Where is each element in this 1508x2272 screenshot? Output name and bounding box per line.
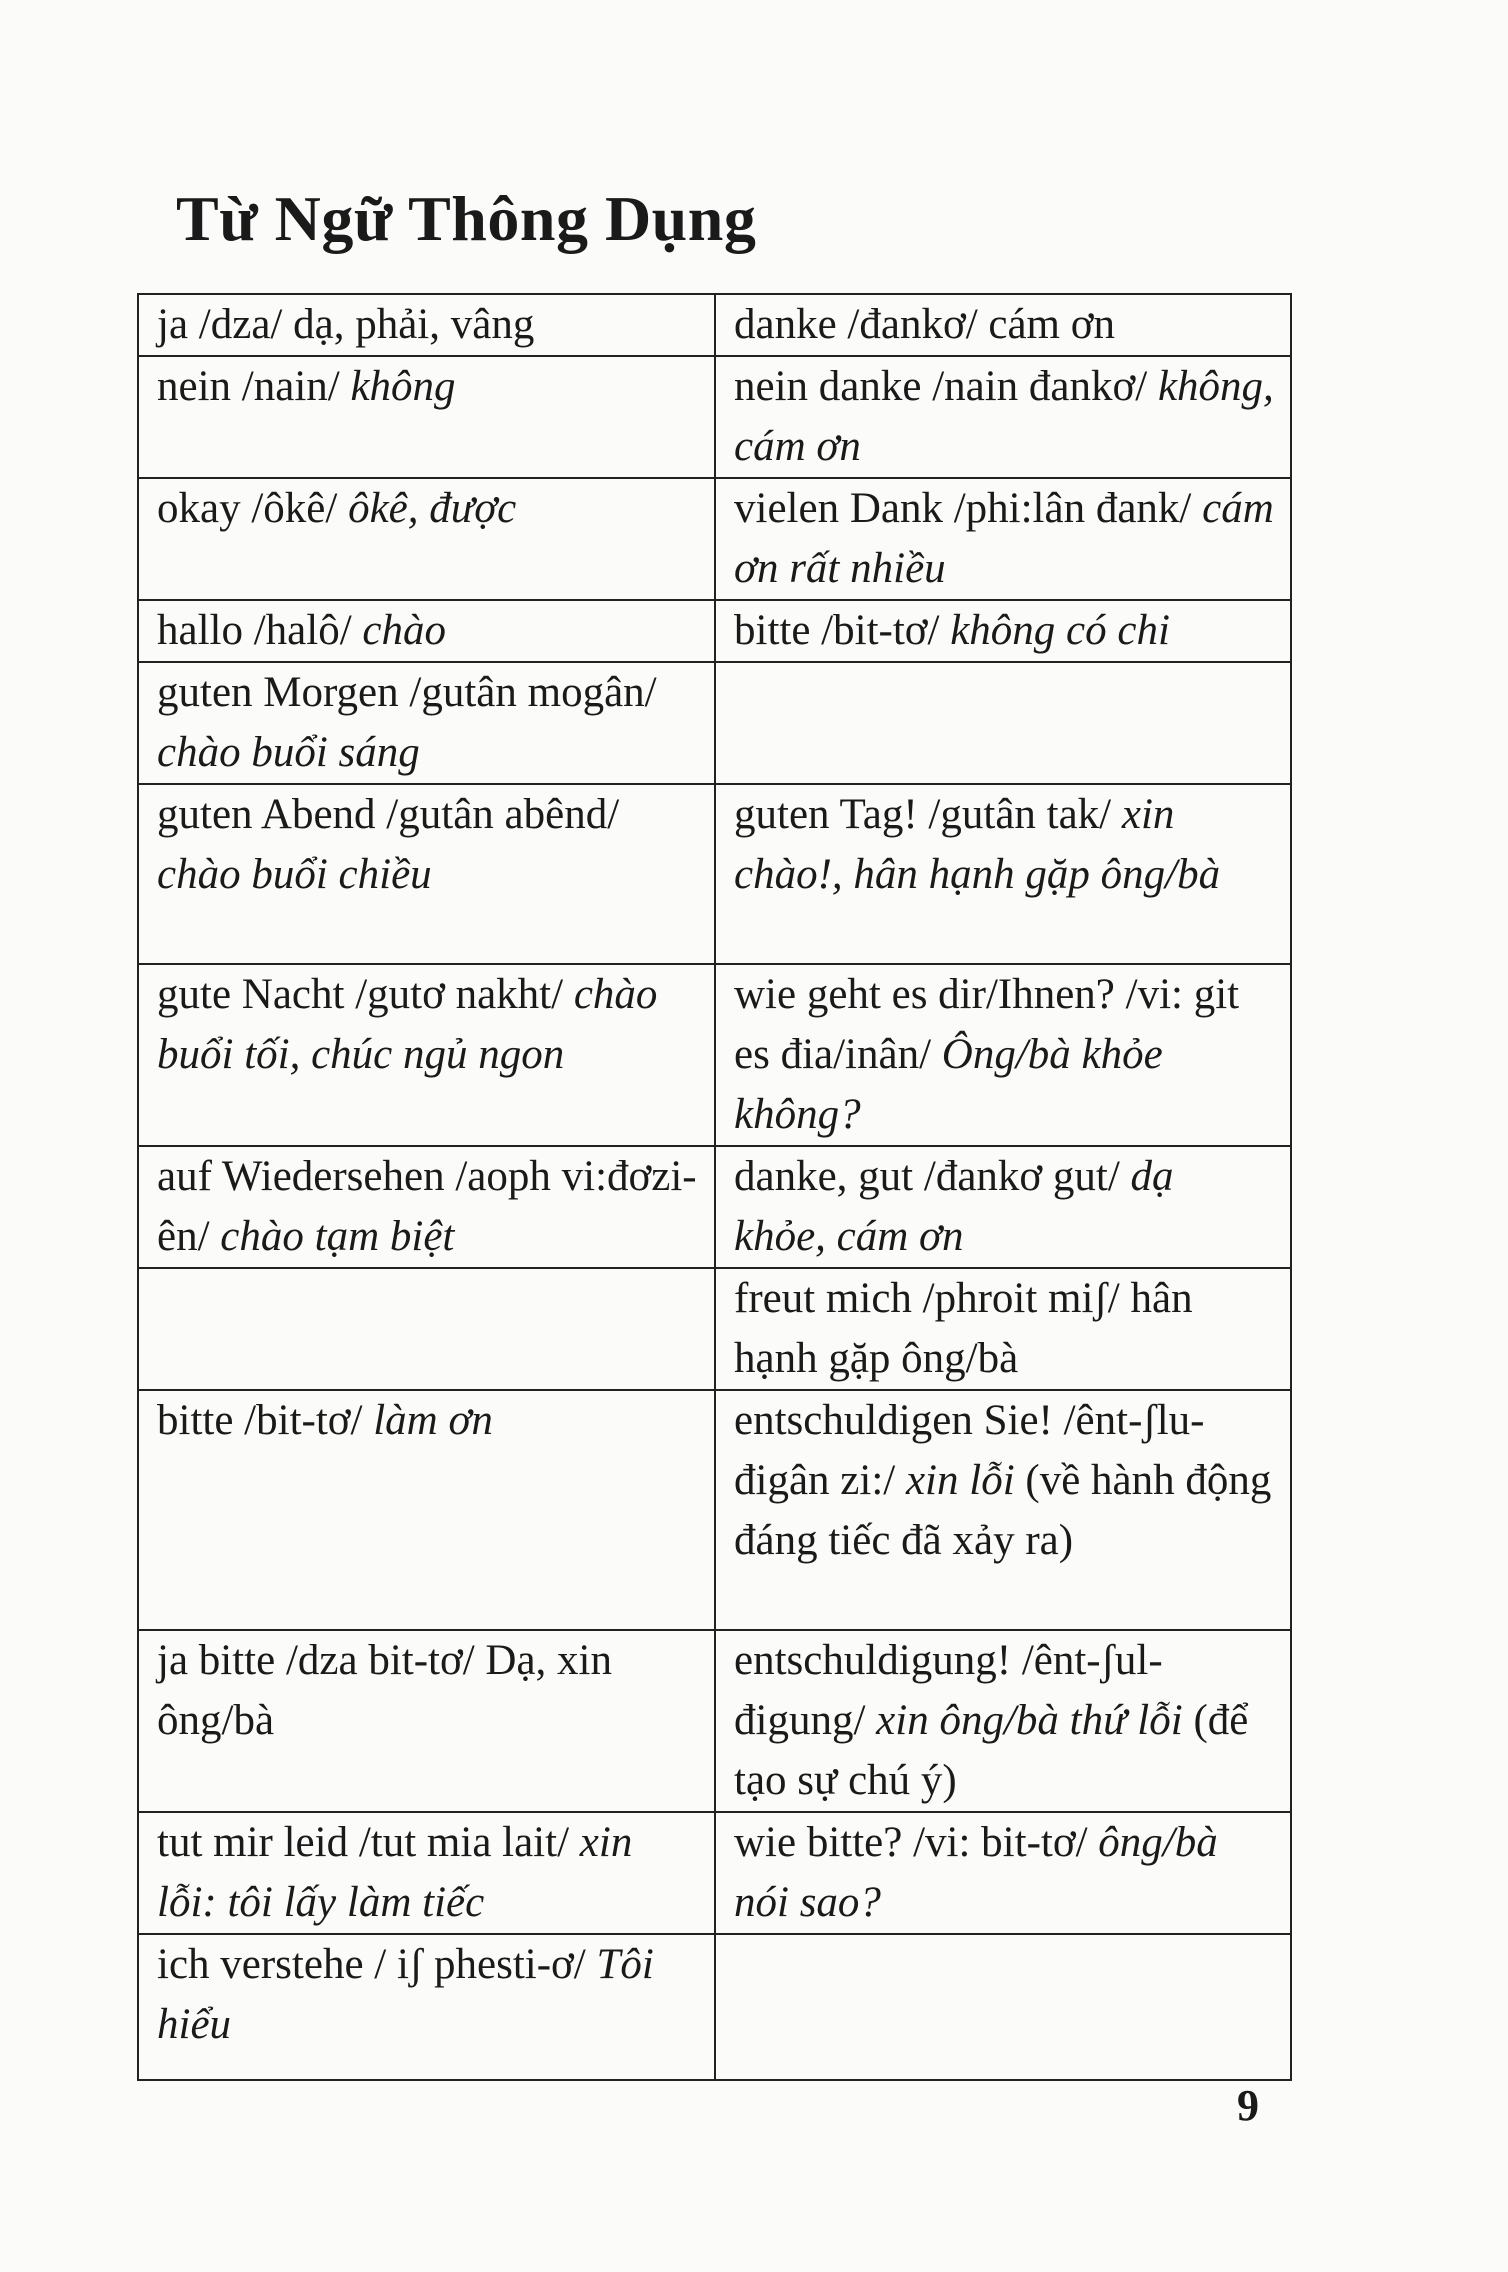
phrase-cell-left bbox=[138, 1934, 715, 2080]
german-term: vielen Dank /phi:lân đank/ bbox=[734, 485, 1203, 532]
phrase-cell-right bbox=[715, 294, 1291, 356]
vietnamese-meaning: xin lỗi: tôi lấy làm tiếc bbox=[157, 1819, 633, 1926]
german-term: wie bitte? /vi: bit-tơ/ bbox=[734, 1819, 1099, 1866]
german-term: bitte /bit-tơ/ bbox=[157, 1397, 374, 1444]
vietnamese-meaning: chào tạm biệt bbox=[220, 1213, 455, 1260]
german-term: ja /dza/ bbox=[157, 301, 294, 348]
phrase-cell-left bbox=[138, 294, 715, 356]
phrase-cell-left bbox=[138, 1812, 715, 1934]
table-row bbox=[138, 964, 1291, 1146]
vietnamese-meaning: Ông/bà khỏe không? bbox=[734, 1031, 1163, 1138]
page-number: 9 bbox=[1237, 2081, 1259, 2130]
phrase-cell-left bbox=[138, 964, 715, 1146]
phrase-cell-right bbox=[715, 964, 1291, 1146]
phrase-cell-left bbox=[138, 1390, 715, 1630]
phrase-cell-right bbox=[715, 356, 1291, 478]
vietnamese-meaning: dạ khỏe, cám ơn bbox=[734, 1153, 1174, 1260]
phrase-cell-right bbox=[715, 1812, 1291, 1934]
table-row bbox=[138, 1934, 1291, 2080]
table-row bbox=[138, 356, 1291, 478]
table-row bbox=[138, 1812, 1291, 1934]
vietnamese-meaning: xin chào!, hân hạnh gặp ông/bà bbox=[734, 791, 1221, 898]
phrase-cell-right bbox=[715, 1146, 1291, 1268]
vietnamese-meaning: Tôi hiểu bbox=[157, 1941, 654, 2048]
table-row bbox=[138, 1268, 1291, 1390]
german-term: guten Tag! /gutân tak/ bbox=[734, 791, 1122, 838]
vietnamese-meaning: xin lỗi bbox=[905, 1457, 1015, 1504]
vietnamese-meaning: hân hạnh gặp ông/bà bbox=[734, 1275, 1193, 1382]
vietnamese-meaning: không, cám ơn bbox=[734, 363, 1274, 470]
phrase-cell-right bbox=[715, 1630, 1291, 1812]
german-term: hallo /halô/ bbox=[157, 607, 363, 654]
german-term: entschuldigen Sie! /ênt-ʃlu-đigân zi:/ bbox=[734, 1397, 1205, 1504]
vietnamese-meaning: chào buổi sáng bbox=[157, 729, 420, 776]
german-term: guten Morgen /gutân mogân/ bbox=[157, 669, 657, 716]
table-row bbox=[138, 478, 1291, 600]
phrase-cell-right bbox=[715, 600, 1291, 662]
table-row bbox=[138, 662, 1291, 784]
page-title: Từ Ngữ Thông Dụng bbox=[176, 183, 757, 254]
vietnamese-meaning: cám ơn rất nhiều bbox=[734, 485, 1274, 592]
phrase-cell-right bbox=[715, 784, 1291, 964]
phrase-cell-left bbox=[138, 1146, 715, 1268]
german-term: nein danke /nain đankơ/ bbox=[734, 363, 1158, 410]
table-row bbox=[138, 1390, 1291, 1630]
phrase-cell-left bbox=[138, 356, 715, 478]
vietnamese-meaning: ông/bà nói sao? bbox=[734, 1819, 1218, 1926]
vietnamese-meaning: dạ, phải, vâng bbox=[293, 301, 535, 348]
german-term: okay /ôkê/ bbox=[157, 485, 349, 532]
german-term: freut mich /phroit miʃ/ bbox=[734, 1275, 1131, 1322]
vietnamese-meaning: ôkê, được bbox=[348, 485, 517, 532]
vocabulary-table-body bbox=[138, 294, 1291, 2080]
usage-note: (về hành động đáng tiếc đã xảy ra) bbox=[734, 1457, 1272, 1564]
phrase-cell-right bbox=[715, 1390, 1291, 1630]
vietnamese-meaning: không bbox=[350, 363, 456, 410]
german-term: gute Nacht /gutơ nakht/ bbox=[157, 971, 574, 1018]
german-term: ja bitte /dza bit-tơ/ bbox=[157, 1637, 486, 1684]
phrase-cell-right bbox=[715, 1934, 1291, 2080]
phrase-cell-right bbox=[715, 662, 1291, 784]
vietnamese-meaning: chào buổi chiều bbox=[157, 851, 432, 898]
vietnamese-meaning: Dạ, xin ông/bà bbox=[157, 1637, 613, 1744]
vietnamese-meaning: cám ơn bbox=[988, 301, 1115, 348]
german-term: entschuldigung! /ênt-ʃul-đigung/ bbox=[734, 1637, 1163, 1744]
vietnamese-meaning: chào bbox=[362, 607, 446, 654]
phrase-cell-left bbox=[138, 600, 715, 662]
table-row bbox=[138, 600, 1291, 662]
german-term: guten Abend /gutân abênd/ bbox=[157, 791, 620, 838]
table-row bbox=[138, 1146, 1291, 1268]
phrase-cell-left bbox=[138, 1630, 715, 1812]
phrase-cell-left bbox=[138, 1268, 715, 1390]
vietnamese-meaning: xin ông/bà thứ lỗi bbox=[876, 1697, 1183, 1744]
vietnamese-meaning: làm ơn bbox=[373, 1397, 493, 1444]
german-term: bitte /bit-tơ/ bbox=[734, 607, 951, 654]
table-row bbox=[138, 1630, 1291, 1812]
table-row bbox=[138, 294, 1291, 356]
phrase-cell-left bbox=[138, 662, 715, 784]
vocabulary-table bbox=[137, 293, 1292, 2081]
german-term: danke /đankơ/ bbox=[734, 301, 989, 348]
table-row bbox=[138, 784, 1291, 964]
german-term: ich verstehe / iʃ phesti-ơ/ bbox=[157, 1941, 597, 1988]
phrase-cell-left bbox=[138, 784, 715, 964]
german-term: tut mir leid /tut mia lait/ bbox=[157, 1819, 580, 1866]
phrase-cell-left bbox=[138, 478, 715, 600]
usage-note: (để tạo sự chú ý) bbox=[734, 1697, 1249, 1804]
german-term: wie geht es dir/Ihnen? /vi: git es đia/inân/ bbox=[734, 971, 1240, 1078]
german-term: nein /nain/ bbox=[157, 363, 351, 410]
german-term: danke, gut /đankơ gut/ bbox=[734, 1153, 1131, 1200]
vietnamese-meaning: không có chi bbox=[950, 607, 1170, 654]
german-term: auf Wiedersehen /aoph vi:đơzi-ên/ bbox=[157, 1153, 697, 1260]
phrase-cell-right bbox=[715, 1268, 1291, 1390]
phrase-cell-right bbox=[715, 478, 1291, 600]
vietnamese-meaning: chào buổi tối, chúc ngủ ngon bbox=[157, 971, 658, 1078]
